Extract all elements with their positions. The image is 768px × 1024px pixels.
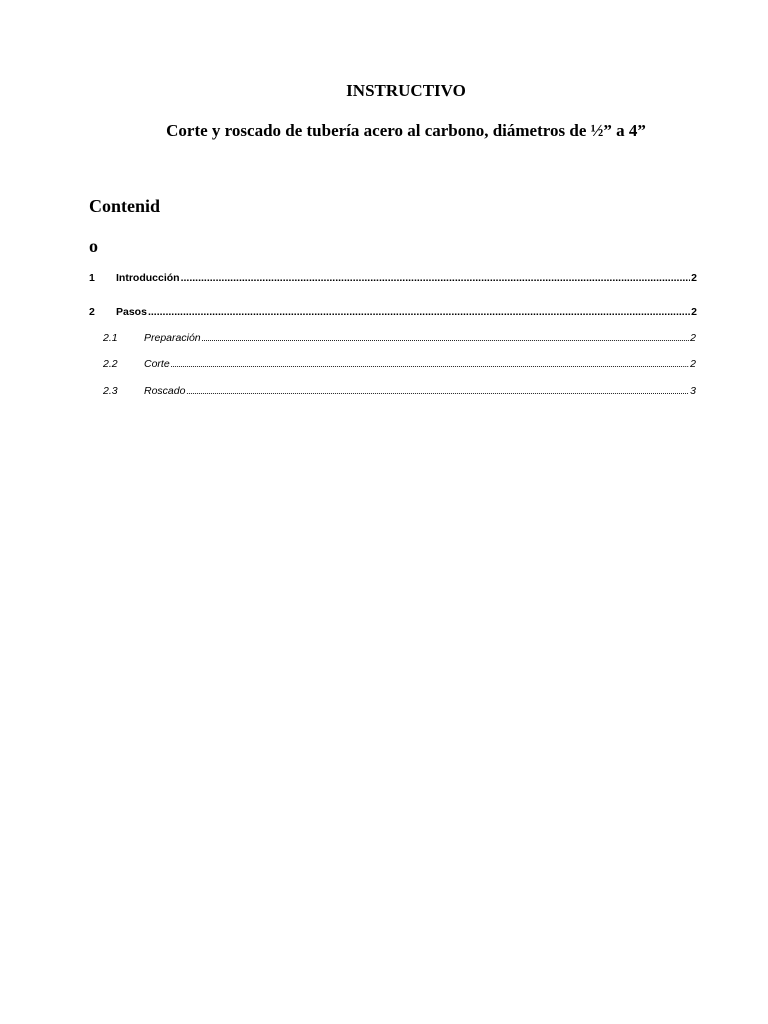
toc-entry-page: 3	[690, 385, 696, 397]
toc-entry-number: 2.2	[103, 358, 118, 370]
toc-entry-number: 2.3	[103, 385, 118, 397]
toc-entry-label: Corte	[144, 358, 170, 370]
toc-heading: Contenid	[89, 196, 161, 216]
toc-entry-page: 2	[690, 358, 696, 370]
toc-entry-page: 2	[691, 272, 697, 284]
toc-entry-preparacion[interactable]	[103, 332, 696, 344]
toc-entry-page: 2	[691, 306, 697, 318]
toc-entry-label: Introducción	[116, 272, 180, 284]
toc-dot-leader	[186, 386, 689, 396]
toc-dot-leader	[202, 333, 690, 343]
toc-entry-label: Roscado	[144, 385, 186, 397]
document-subtitle: Corte y roscado de tubería acero al carbono, diámetros de ½” a 4”	[166, 121, 646, 140]
document-title: INSTRUCTIVO	[346, 81, 466, 100]
toc-dot-leader	[171, 359, 689, 369]
toc-entry-pasos[interactable]	[89, 306, 697, 318]
toc-entry-number: 2.1	[103, 332, 118, 344]
toc-heading-continuation: o	[89, 236, 98, 256]
toc-entry-label: Pasos	[116, 306, 147, 318]
toc-entry-number: 2	[89, 306, 95, 318]
toc-dot-leader	[181, 272, 691, 284]
toc-dot-leader	[148, 306, 690, 318]
toc-entry-number: 1	[89, 272, 95, 284]
toc-entry-corte[interactable]	[103, 358, 696, 370]
toc-entry-roscado[interactable]	[103, 385, 696, 397]
toc-entry-label: Preparación	[144, 332, 201, 344]
toc-entry-page: 2	[690, 332, 696, 344]
toc-entry-introduccion[interactable]	[89, 272, 697, 284]
